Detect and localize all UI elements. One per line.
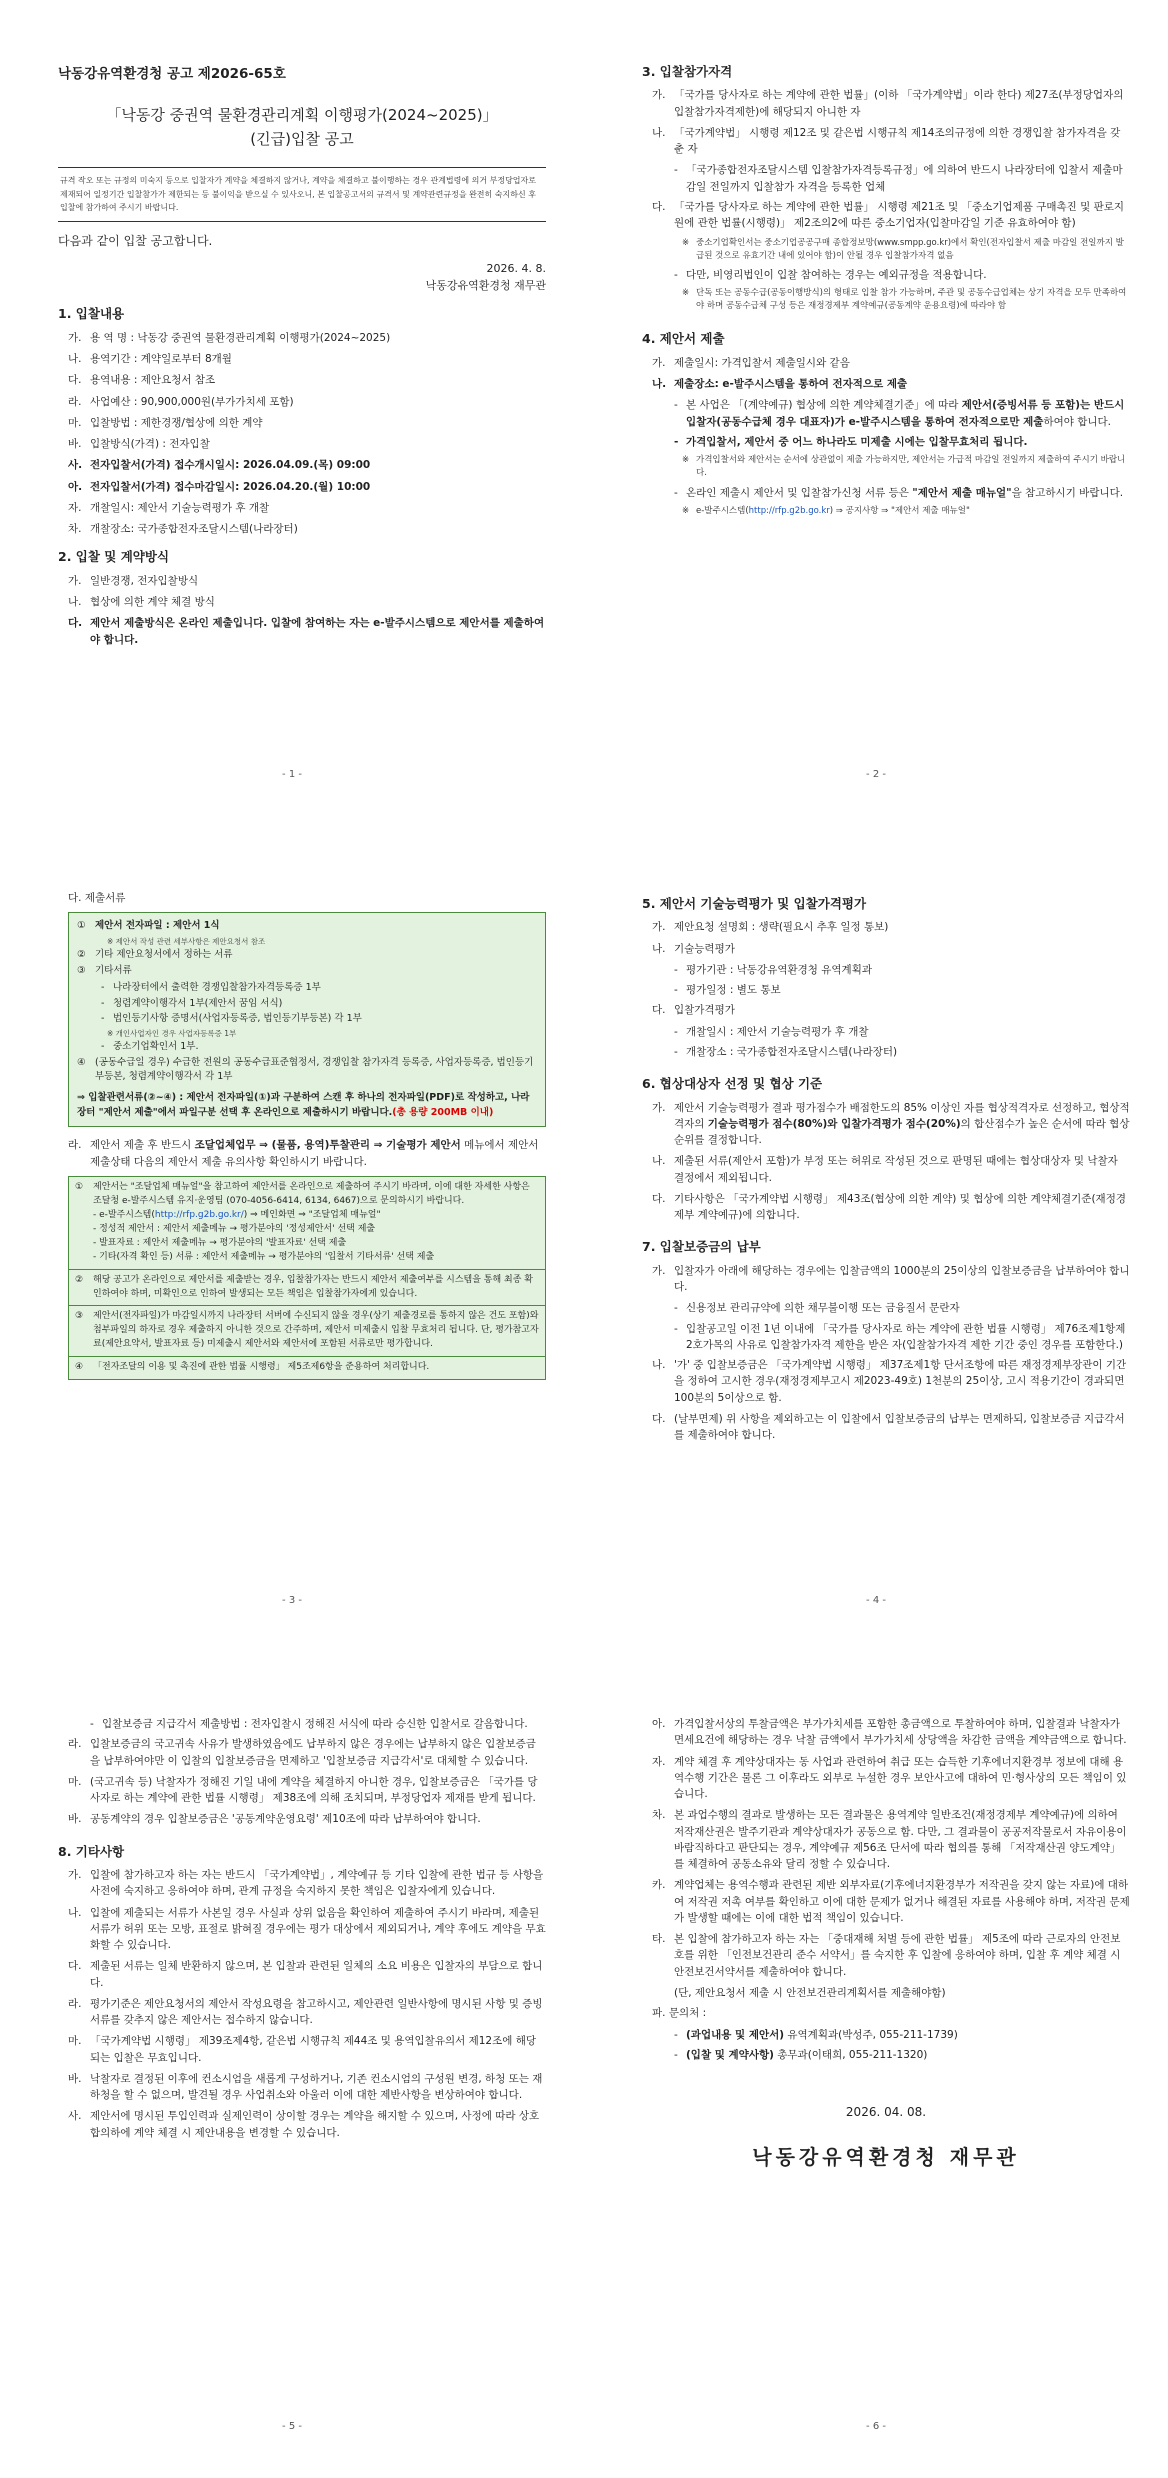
page-2	[584, 0, 1168, 826]
list-item: 자. 계약 체결 후 계약상대자는 동 사업과 관련하여 취급 또는 습득한 기후에너지환경부 정보에 대해 용역수행 기간은 물론 그 이후라도 외부로 누설한 경우 보안사고에 대하여 민·형사상의 모든 책임이 있습니다.	[652, 1755, 1127, 1801]
section-3-title: 3. 입찰참가자격	[642, 64, 733, 79]
section-1-item: 바. 입찰방식(가격) : 전자입찰	[68, 438, 210, 451]
notice-number: 낙동강유역환경청 공고 제2026-65호	[58, 66, 286, 82]
page-6	[584, 1652, 1168, 2478]
section-3-note-1: ※ 중소기업확인서는 중소기업공공구매 종합정보망(www.smpp.go.kr)에서 확인(전자입찰서 제출 마감일 전일까지 발급된 것으로 유효기간 내에 있어야 함)이 안될 경우 입찰참가자격 없음	[682, 237, 1124, 261]
section-8-item: 사. 제안서에 명시된 투입인력과 실제인력이 상이할 경우는 계약을 해지할 수 있으며, 사정에 따라 상호합의하에 계약 체결 시 제안내용을 변경할 수 있습니다.	[68, 2110, 540, 2139]
page-number: - 6 -	[866, 2420, 886, 2432]
final-date: 2026. 04. 08.	[845, 2105, 927, 2120]
section-2-bold-item: 다. 제안서 제출방식은 온라인 제출입니다. 입찰에 참여하는 자는 e-발주시스템으로 제안서를 제출하여야 합니다.	[68, 617, 545, 646]
section-8-item: 다. 제출된 서류는 일체 반환하지 않으며, 본 입찰과 관련된 일체의 소요 비용은 입찰자의 부담으로 합니다.	[68, 1960, 543, 1989]
table-row: ③ 제안서(전자파일)가 마감일시까지 나라장터 서버에 수신되지 않을 경우(상기 제출경로를 통하지 않은 건도 포함)와 첨부파일의 하자로 경우 제출하지 아니한 것으로 간주하며, 제안서 미제출시 입찰 무효처리 됩니다. 단, 평가참고자료(제안요약서, 발표자료 등) 미제출시 제안서와 제안서에 포함된 서류로만 평가합니다.	[69, 1306, 545, 1357]
section-1-item: 라. 사업예산 : 90,900,000원(부가가치세 포함)	[68, 395, 294, 408]
item-ra: 라. 제안서 제출 후 반드시 조달업체업무 ⇒ (물품, 용역)투찰관리 ⇒ 기술평가 제안서 메뉴에서 제안서 제출상태 다음의 제안서 제출 유의사항 확인하시기 바랍니다.	[68, 1139, 539, 1168]
section-1-bold-item: 아. 전자입찰서(가격) 접수마감일시: 2026.04.20.(월) 10:00	[68, 480, 371, 493]
list-item: 마. (국고귀속 등) 낙찰자가 정해진 기일 내에 계약을 체결하지 아니한 경우, 입찰보증금은 「국가를 당사자로 하는 계약에 관한 법률 시행령」 제38조에 의해 조치되며, 부정당업자 제재를 받게 됩니다.	[68, 1775, 538, 1805]
title-line-1: 「낙동강 중권역 물환경관리계획 이행평가(2024~2025)」	[106, 105, 498, 124]
section-1-bold-item: 사. 전자입찰서(가격) 접수개시일시: 2026.04.09.(목) 09:00	[68, 459, 371, 472]
page-number: - 2 -	[866, 768, 886, 780]
section-1-item: 나. 용역기간 : 계약일로부터 8개월	[68, 353, 232, 366]
section-1-title: 1. 입찰내용	[58, 306, 125, 322]
section-4-item-b: 나. 제출장소: e-발주시스템을 통하여 전자적으로 제출	[652, 378, 908, 391]
list-item: 카. 계약업체는 용역수행과 관련된 제반 외부자료(기후에너지환경부가 저작권을 갖지 않는 자료)에 대하여 저작권 저촉 여부를 확인하고 이에 대한 문제가 없거나 해결된 자료를 사용해야 하며, 저작권 문제가 발생할 때에는 이에 대한 법적 책임이 있습니다.	[652, 1879, 1130, 1924]
page-number: - 1 -	[282, 768, 302, 780]
intro-text: 다음과 같이 입찰 공고합니다.	[58, 233, 213, 248]
section-3-item-b-sub: - 「국가종합전자조달시스템 입찰참가자격등록규정」에 의하여 반드시 나라장터에 입찰서 제출마감일 전일까지 입찰참가 자격을 등록한 업체	[674, 164, 1123, 193]
section-8-item: 라. 평가기준은 제안요청서의 제안서 작성요령을 참고하시고, 제안관련 일반사항에 명시된 사항 및 증빙서류를 갖추지 않은 제안서는 접수하지 않습니다.	[68, 1997, 543, 2027]
section-4-note-2: ※ e-발주시스템(http://rfp.g2b.go.kr) ⇒ 공지사항 ⇒ "제안서 제출 매뉴얼"	[682, 505, 970, 516]
notice-date: 2026. 4. 8.	[486, 262, 546, 276]
page-3	[0, 826, 584, 1652]
section-4-title: 4. 제안서 제출	[642, 331, 725, 347]
section-8-title: 8. 기타사항	[58, 1843, 125, 1859]
page-number: - 5 -	[282, 2420, 302, 2432]
rfp-manual-link[interactable]: http://rfp.g2b.go.kr/	[154, 1209, 244, 1220]
section-3-note-2: ※ 단독 또는 공동수급(공동이행방식)의 형태로 입찰 참가 가능하며, 주관 및 공동수급업체는 상기 자격을 모두 만족하여야 하며 공동수급체 구성 등은 재정경제부 계약예규(공동계약 운용요령)에 따라야 함	[682, 288, 1127, 312]
section-4-note-1: ※ 가격입찰서와 제안서는 순서에 상관없이 제출 가능하지만, 제안서는 가급적 마감일 전일까지 제출하여 주시기 바랍니다.	[682, 455, 1126, 479]
submit-docs-box: ① 제안서 전자파일 : 제안서 1식 ※ 제안서 작성 관련 세부사항은 제안요청서 참조 ② 기타 제안요청서에서 정하는 서류 ③ 기타서류 - 나라장터에서 출력한 경쟁입찰참가자격등록증 1부 - 청렴계약이행각서 1부(제안서 꿈임 서식) - 법인등기사항 증명서(사업자등록증, 법인등기부등본) 각 1부 ※ 개인사업자인 경우 사업자등록증 1부 - 중소기업확인서 1부. ④ (공동수급일 경우) 수급한 전원의 공동수급표준협정서, 경쟁입찰 참가자격 등록증, 사업자등록증, 법인등기부등본, 청렴계약이행각서 각 1부 ⇒ 입찰관련서류(②~④) : 제안서 전자파일(①)과 구분하여 스캔 후 하나의 전자파일(PDF)로 작성하고, 나라장터 "제안서 제출"에서 파일구분 선택 후 온라인으로 제출하시기 바랍니다.(총 용량 200MB 이내)	[68, 912, 546, 1127]
list-item: 타. 본 입찰에 참가하고자 하는 자는 「중대재해 처벌 등에 관한 법률」 제5조에 따라 근로자의 안전보호를 위한 「인전보건관리 준수 서약서」를 숙지한 후 입찰에 응하여야 하며, 입찰 후 계약 체결 시 안전보건서약서를 제출하여야 합니다.	[652, 1933, 1121, 1978]
page-number: - 3 -	[282, 1594, 302, 1606]
contact-label: 파. 문의처 :	[652, 2007, 707, 2020]
notice-table	[68, 1176, 546, 1380]
table-row: ① 제안서는 "조달업체 매뉴얼"을 참고하여 제안서를 온라인으로 제출하여 주시기 바라며, 이에 대한 자세한 사항은 조달청 e-발주시스템 유지·운영팀 (070-4056-6414, 6134, 6467)으로 문의하시기 바랍니다. - e-발주시스템(http://rfp.g2b.go.kr/) ⇒ 메인화면 ⇒ "조달업체 매뉴얼" - 정성적 제안서 : 제안서 제출메뉴 → 평가분야의 '정성제안서' 선택 제출 - 발표자료 : 제안서 제출메뉴 → 평가분야의 '발표자료' 선택 제출 - 기타(자격 확인 등) 서류 : 제안서 제출메뉴 → 평가분야의 '입찰서 기타서류' 선택 제출	[69, 1177, 545, 1270]
page-5: - 입찰보증금 지급각서 제출방법 : 전자입찰시 정해진 서식에 따라 승신한 입찰서로 갈음합니다. 라. 입찰보증금의 국고귀속 사유가 발생하였음에도 납부하지 않은 경우에는 납부하지 않은 입찰보증금을 납부하여야만 이 입찰의 입찰보증금을 면제하고 '입찰보증금 지급각서'로 대체할 수 있습니다. 마. (국고귀속 등) 낙찰자가 정해진 기일 내에 계약을 체결하지 아니한 경우, 입찰보증금은 「국가를 당사자로 하는 계약에 관한 법률 시행령」 제38조에 의해 조치되며, 부정당업자 제재를 받게 됩니다. 바. 공동계약의 경우 입찰보증금은 '공동계약운영요령' 제10조에 따라 납부하여야 합니다. 8. 기타사항 가. 입찰에 참가하고자 하는 자는 반드시 「국가계약법」, 계약예규 등 기타 입찰에 관한 법규 등 사항을 사전에 숙지하고 응하여야 하며, 관계 규정을 숙지하지 못한 책임은 입찰자에게 있습니다. 나. 입찰에 제출되는 서류가 사본일 경우 사실과 상위 없음을 확인하여 제출하여 주시기 바라며, 제출된 서류가 허위 또는 모방, 표절로 밝혀질 경우에는 평가 대상에서 제외되거나, 계약 후에도 계약을 무효화할 수 있습니다. 다. 제출된 서류는 일체 반환하지 않으며, 본 입찰과 관련된 일체의 소요 비용은 입찰자의 부담으로 합니다. 라. 평가기준은 제안요청서의 제안서 작성요령을 참고하시고, 제안관련 일반사항에 명시된 사항 및 증빙서류를 갖추지 않은 제안서는 접수하지 않습니다. 마. 「국가계약법 시행령」 제39조제4항, 같은법 시행규칙 제44조 및 용역입찰유의서 제12조에 해당되는 입찰은 무효입니다. 바. 낙찰자로 결정된 이후에 컨소시엄을 새롭게 구성하거나, 기존 컨소시엄의 구성원 변경, 하청 또는 재하청을 할 수 없으며, 발견될 경우 사업취소와 아울러 이에 대한 제반사항을 변상하여야 합니다. 사. 제안서에 명시된 투입인력과 실제인력이 상이할 경우는 계약을 해지할 수 있으며, 사정에 따라 상호합의하에 계약 체결 시 제안내용을 변경할 수 있습니다. - 5 -	[0, 1652, 584, 2478]
safety-plan-note: (단, 제안요청서 제출 시 안전보건관리계획서를 제출해야함)	[674, 1986, 946, 1999]
section-1-item: 마. 입찰방법 : 제한경쟁/협상에 의한 계약	[68, 416, 263, 429]
notice-org: 낙동강유역환경청 재무관	[425, 279, 546, 293]
contact-2: - (입찰 및 계약사항) 총무과(이태희, 055-211-1320)	[674, 2048, 928, 2061]
page-4: 5. 제안서 기술능력평가 및 입찰가격평가 가. 제안요청 설명회 : 생략(필요시 추후 일정 통보) 나. 기술능력평가 - 평가기관 : 낙동강유역환경청 유역계획과 - 평가일정 : 별도 통보 다. 입찰가격평가 - 개찰일시 : 제안서 기술능력평가 후 개찰 - 개찰장소 : 국가종합전자조달시스템(나라장터) 6. 협상대상자 선정 및 협상 기준 가. 제안서 기술능력평가 결과 평가점수가 배점한도의 85% 이상인 자를 협상적격자로 선정하고, 협상적격자의 기술능력평가 점수(80%)와 입찰가격평가 점수(20%)의 합산점수가 높은 순서에 따라 협상순위를 결정합니다. 나. 제출된 서류(제안서 포함)가 부정 또는 허위로 작성된 것으로 판명된 때에는 협상대상자 및 낙찰자 결정에서 제외됩니다. 다. 기타사항은 「국가계약법 시행령」 제43조(협상에 의한 계약) 및 협상에 의한 계약체결기준(재정경제부 계약예규)에 의합니다. 7. 입찰보증금의 납부 가. 입찰자가 아래에 해당하는 경우에는 입찰금액의 1000분의 25이상의 입찰보증금을 납부하여야 합니다. - 신용정보 관리규약에 의한 채무불이행 또는 금융질서 문란자 - 입찰공고일 이전 1년 이내에 「국가를 당사자로 하는 계약에 관한 법률 시행령」 제76조제1항제2호가목의 사유로 입찰참가자격 제한을 받은 자(입찰참가자격 제한 기간 중인 경우를 포함한다.) 나. '가' 중 입찰보증금은 「국가계약법 시행령」 제37조제1항 단서조항에 따른 재정경제부장관이 기간을 정하여 고시한 경우(재정경제부고시 제2023-49호) 1천분의 25이상, 고시 적용기간이 경과되면 100분의 5이상으로 함. 다. (날부면제) 위 사항을 제외하고는 이 입찰에서 입찰보증금의 납부는 면제하되, 입찰보증금 지급각서를 제출하여야 합니다. - 4 -	[584, 826, 1168, 1652]
submit-docs-label: 다. 제출서류	[68, 892, 126, 904]
section-1-item: 다. 용역내용 : 제안요청서 참조	[68, 374, 216, 387]
list-item: 바. 공동계약의 경우 입찰보증금은 '공동계약운영요령' 제10조에 따라 납부하여야 합니다.	[68, 1813, 481, 1826]
section-3-item-c: 다. 「국가를 당사자로 하는 계약에 관한 법률」 시행령 제21조 및 「중소기업제품 구매촉진 및 판로지원에 관한 법률(시행령)」 제2조의2에 따른 중소기업자(입찰마감일 기준 유효하여야 함)	[652, 200, 1125, 230]
table-row: ④ 「전자조달의 이용 및 촉진에 관한 법률 시행령」 제5조제6항을 준용하여 처리합니다.	[69, 1357, 545, 1379]
section-8-item: 나. 입찰에 제출되는 서류가 사본일 경우 사실과 상위 없음을 확인하여 제출하여 주시기 바라며, 제출된 서류가 허위 또는 모방, 표절로 밝혀질 경우에는 평가 대상에서 제외되거나, 계약 후에도 계약을 무효화할 수 있습니다.	[68, 1906, 546, 1952]
section-4-sub-1: - 본 사업은 「(계약예규) 협상에 의한 계약체결기준」에 따라 제안서(증빙서류 등 포함)는 반드시 입찰자(공동수급체 경우 대표자)가 e-발주시스템을 통하여 전자적으로만 제출하여야 합니다.	[674, 399, 1125, 428]
list-item: 차. 본 과업수행의 결과로 발생하는 모든 결과물은 용역계약 일반조건(재정경제부 계약예규)에 의하여 저작재산권은 발주기관과 계약상대자가 공동으로 함. 다만, 그 결과물이 공공저작물로서 자유이용이 바람직하다고 판단되는 경우, 계약예규 제56조 단서에 따라 협의를 통해 「저작재산권 양도계약」를 체결하여 공동소유와 달리 정할 수 있습니다.	[652, 1809, 1127, 1871]
notice-title	[58, 103, 546, 151]
section-1-item: 가. 용 역 명 : 낙동강 중권역 물환경관리계획 이행평가(2024~2025)	[68, 331, 391, 344]
section-1-item: 자. 개찰일시: 제안서 기술능력평가 후 개찰	[68, 501, 270, 514]
section-8-item: 마. 「국가계약법 시행령」 제39조제4항, 같은법 시행규칙 제44조 및 용역입찰유의서 제12조에 해당되는 입찰은 무효입니다.	[68, 2035, 536, 2064]
page-number: - 4 -	[866, 1594, 886, 1606]
rfp-link[interactable]: http://rfp.g2b.go.kr	[748, 505, 830, 516]
final-org: 낙동강유역환경청 재무관	[752, 2144, 1020, 2169]
section-1-item: 차. 개찰장소: 국가종합전자조달시스템(나라장터)	[68, 523, 298, 536]
section-6-title: 6. 협상대상자 선정 및 협상 기준	[642, 1076, 823, 1092]
section-8-item: 바. 낙찰자로 결정된 이후에 컨소시엄을 새롭게 구성하거나, 기존 컨소시엄의 구성원 변경, 하청 또는 재하청을 할 수 없으며, 발견될 경우 사업취소와 아울러 이에 대한 제반사항을 변상하여야 합니다.	[68, 2072, 543, 2102]
contact-1: - (과업내용 및 제안서) 유역계획과(박성주, 055-211-1739)	[674, 2028, 958, 2041]
section-4-sub-2: - 가격입찰서, 제안서 중 어느 하나라도 미제출 시에는 입찰무효처리 됩니다.	[674, 435, 1028, 448]
section-3-item-b: 나. 「국가계약법」 시행령 제12조 및 같은법 시행규칙 제14조의규정에 의한 경쟁입찰 참가자격을 갖춘 자	[652, 126, 1121, 156]
warning-fine-print: 규격 작오 또는 규정의 미숙지 등으로 입찰자가 계약을 체결하지 않거나, 계약을 체결하고 불이행하는 경우 관계법령에 의거 부정당업자로 제재되어 일정기간 입찰참가가 제한되는 등 불이익을 받으실 수 있사오니, 본 입찰공고서의 규격서 및 계약관련규정을 완전히 숙지하신 후 입찰에 참가하여 주시기 바랍니다.	[58, 167, 546, 222]
list-item: 아. 가격입찰서상의 투찰금액은 부가가치세를 포함한 총금액으로 투찰하여야 하며, 입찰결과 낙찰자가 면세요건에 해당하는 경우 낙찰 금액에서 부가가치세 상당액을 차감한 금액을 계약금액으로 합니다.	[652, 1718, 1127, 1747]
section-2-title: 2. 입찰 및 계약방식	[58, 549, 170, 565]
list-item: 라. 입찰보증금의 국고귀속 사유가 발생하였음에도 납부하지 않은 경우에는 납부하지 않은 입찰보증금을 납부하여야만 이 입찰의 입찰보증금을 면제하고 '입찰보증금 지급각서'로 대체할 수 있습니다.	[68, 1738, 536, 1767]
box-footer: ⇒ 입찰관련서류(②~④) : 제안서 전자파일(①)과 구분하여 스캔 후 하나의 전자파일(PDF)로 작성하고, 나라장터 "제안서 제출"에서 파일구분 선택 후 온라인으로 제출하시기 바랍니다.(총 용량 200MB 이내)	[77, 1091, 530, 1118]
table-row: ② 해당 공고가 온라인으로 제안서를 제출받는 경우, 입찰참가자는 반드시 제안서 제출여부를 시스템을 통해 최종 확인하여야 하며, 미확인으로 인하여 발생되는 모든 책임은 입찰참가자에게 있습니다.	[69, 1270, 545, 1307]
section-8-item: 가. 입찰에 참가하고자 하는 자는 반드시 「국가계약법」, 계약예규 등 기타 입찰에 관한 법규 등 사항을 사전에 숙지하고 응하여야 하며, 관계 규정을 숙지하지 못한 책임은 입찰자에게 있습니다.	[68, 1868, 544, 1898]
section-5-title: 5. 제안서 기술능력평가 및 입찰가격평가	[642, 896, 867, 911]
box-note-1: ※ 제안서 작성 관련 세부사항은 제안요청서 참조	[107, 936, 266, 946]
section-7-title: 7. 입찰보증금의 납부	[642, 1239, 761, 1255]
section-4-sub-3: - 온라인 제출시 제안서 및 입찰참가신청 서류 등은 "제안서 제출 매뉴얼"을 참고하시기 바랍니다.	[674, 486, 1124, 499]
title-line-2: (긴급)입찰 공고	[250, 129, 354, 148]
section-2-item: 나. 협상에 의한 계약 체결 방식	[68, 596, 215, 609]
section-3-item-a: 가. 「국가를 당사자로 하는 계약에 관한 법률」(이하 「국가계약법」이라 한다) 제27조(부정당업자의 입찰참가자격제한)에 해당되지 아니한 자	[652, 89, 1124, 118]
section-4-item-a: 가. 제출일시: 가격입찰서 제출일시와 같음	[652, 356, 850, 369]
section-2-item: 가. 일반경쟁, 전자입찰방식	[68, 574, 199, 587]
section-3-item-c-sub: - 다만, 비영리법인이 입찰 참여하는 경우는 예외규정을 적용합니다.	[674, 268, 987, 281]
page-1	[0, 0, 584, 826]
